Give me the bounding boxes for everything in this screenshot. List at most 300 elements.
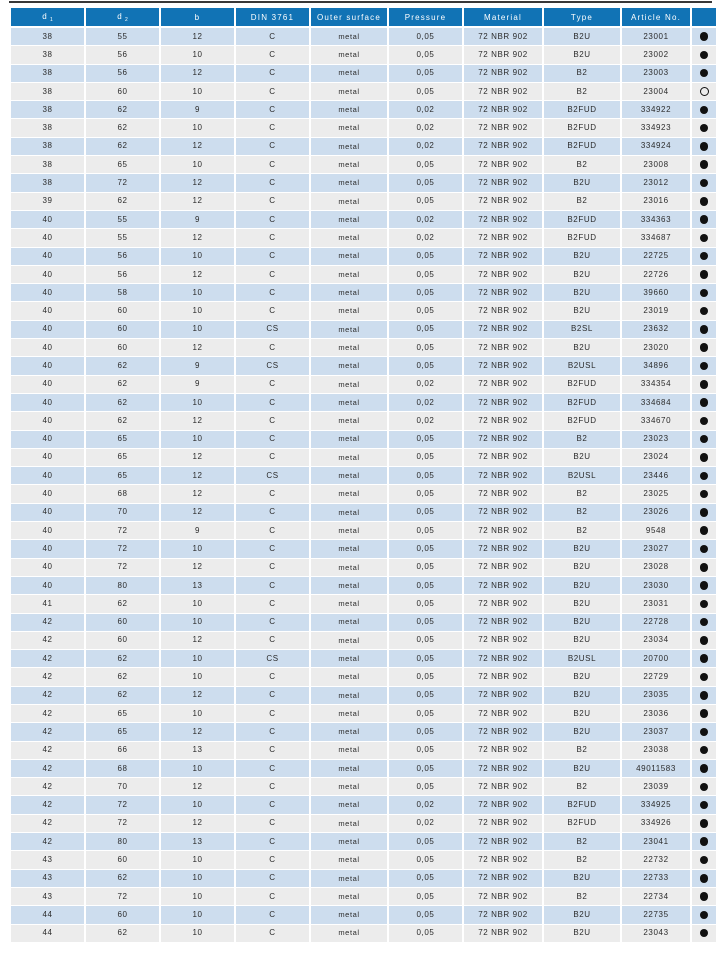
cell-b: 12: [161, 485, 236, 503]
cell-article_no: 23019: [622, 302, 692, 320]
cell-material: 72 NBR 902: [464, 357, 544, 375]
cell-pressure: 0,05: [389, 870, 464, 888]
cell-d2: 72: [86, 540, 161, 558]
cell-availability: [692, 632, 716, 650]
cell-d1: 40: [11, 449, 86, 467]
cell-availability: [692, 266, 716, 284]
cell-article_no: 23446: [622, 467, 692, 485]
cell-din: C: [236, 248, 311, 266]
availability-filled-dot-icon: [700, 179, 709, 188]
cell-availability: [692, 870, 716, 888]
cell-availability: [692, 248, 716, 266]
table-row: [11, 211, 716, 229]
cell-pressure: 0,05: [389, 925, 464, 943]
cell-d2: 65: [86, 431, 161, 449]
cell-din: C: [236, 266, 311, 284]
cell-type: B2U: [544, 46, 622, 64]
cell-material: 72 NBR 902: [464, 431, 544, 449]
cell-material: 72 NBR 902: [464, 65, 544, 83]
cell-d1: 40: [11, 394, 86, 412]
cell-d1: 43: [11, 888, 86, 906]
cell-type: B2: [544, 742, 622, 760]
cell-b: 12: [161, 339, 236, 357]
table-row: [11, 229, 716, 247]
cell-outer_surface: metal: [311, 522, 389, 540]
cell-availability: [692, 46, 716, 64]
cell-din: C: [236, 119, 311, 137]
cell-d2: 65: [86, 705, 161, 723]
cell-pressure: 0,05: [389, 559, 464, 577]
column-header-d2: [86, 8, 161, 28]
cell-d2: 62: [86, 376, 161, 394]
availability-filled-dot-icon: [700, 270, 709, 279]
cell-availability: [692, 321, 716, 339]
availability-filled-dot-icon: [700, 398, 709, 407]
cell-type: B2FUD: [544, 211, 622, 229]
cell-article_no: 23028: [622, 559, 692, 577]
cell-type: B2U: [544, 925, 622, 943]
cell-outer_surface: metal: [311, 595, 389, 613]
cell-article_no: 23002: [622, 46, 692, 64]
cell-material: 72 NBR 902: [464, 595, 544, 613]
cell-b: 10: [161, 321, 236, 339]
cell-type: B2U: [544, 632, 622, 650]
cell-outer_surface: metal: [311, 46, 389, 64]
cell-d1: 41: [11, 595, 86, 613]
cell-outer_surface: metal: [311, 65, 389, 83]
cell-article_no: 334923: [622, 119, 692, 137]
availability-filled-dot-icon: [700, 142, 709, 151]
cell-d2: 70: [86, 778, 161, 796]
cell-article_no: 23024: [622, 449, 692, 467]
cell-outer_surface: metal: [311, 211, 389, 229]
availability-filled-dot-icon: [700, 746, 709, 755]
cell-article_no: 22732: [622, 851, 692, 869]
cell-pressure: 0,05: [389, 485, 464, 503]
table-row: [11, 833, 716, 851]
cell-b: 9: [161, 357, 236, 375]
cell-article_no: 23031: [622, 595, 692, 613]
cell-article_no: 334670: [622, 412, 692, 430]
column-header-type: [544, 8, 622, 28]
cell-d2: 56: [86, 65, 161, 83]
column-header-label: Outer surface: [316, 12, 382, 22]
cell-d2: 62: [86, 595, 161, 613]
column-header-label: DIN 3761: [250, 12, 295, 22]
cell-pressure: 0,05: [389, 760, 464, 778]
cell-outer_surface: metal: [311, 138, 389, 156]
cell-material: 72 NBR 902: [464, 119, 544, 137]
cell-material: 72 NBR 902: [464, 778, 544, 796]
cell-d2: 55: [86, 28, 161, 46]
cell-article_no: 23036: [622, 705, 692, 723]
column-header-label: Pressure: [404, 12, 447, 22]
cell-type: B2FUD: [544, 119, 622, 137]
cell-pressure: 0,05: [389, 266, 464, 284]
cell-availability: [692, 833, 716, 851]
cell-d2: 56: [86, 248, 161, 266]
cell-b: 10: [161, 668, 236, 686]
cell-d1: 40: [11, 431, 86, 449]
cell-material: 72 NBR 902: [464, 138, 544, 156]
cell-d1: 42: [11, 815, 86, 833]
cell-d1: 40: [11, 357, 86, 375]
availability-filled-dot-icon: [700, 929, 709, 938]
cell-din: CS: [236, 321, 311, 339]
cell-b: 12: [161, 28, 236, 46]
cell-pressure: 0,05: [389, 449, 464, 467]
cell-material: 72 NBR 902: [464, 376, 544, 394]
cell-b: 12: [161, 815, 236, 833]
cell-din: C: [236, 156, 311, 174]
availability-filled-dot-icon: [700, 709, 709, 718]
cell-din: CS: [236, 357, 311, 375]
table-row: [11, 815, 716, 833]
cell-outer_surface: metal: [311, 870, 389, 888]
cell-pressure: 0,02: [389, 394, 464, 412]
cell-material: 72 NBR 902: [464, 632, 544, 650]
availability-filled-dot-icon: [700, 819, 709, 828]
cell-pressure: 0,05: [389, 851, 464, 869]
column-header-subscript: 1: [49, 16, 53, 23]
cell-material: 72 NBR 902: [464, 339, 544, 357]
cell-outer_surface: metal: [311, 796, 389, 814]
table-row: [11, 284, 716, 302]
cell-d2: 60: [86, 302, 161, 320]
cell-b: 9: [161, 211, 236, 229]
cell-b: 10: [161, 156, 236, 174]
availability-filled-dot-icon: [700, 636, 709, 645]
cell-pressure: 0,05: [389, 357, 464, 375]
cell-outer_surface: metal: [311, 302, 389, 320]
cell-din: C: [236, 925, 311, 943]
cell-outer_surface: metal: [311, 119, 389, 137]
cell-d1: 40: [11, 467, 86, 485]
cell-outer_surface: metal: [311, 339, 389, 357]
cell-d1: 42: [11, 668, 86, 686]
cell-type: B2FUD: [544, 412, 622, 430]
column-header-pressure: [389, 8, 464, 28]
cell-d2: 80: [86, 577, 161, 595]
cell-din: CS: [236, 467, 311, 485]
availability-filled-dot-icon: [700, 380, 709, 389]
cell-d2: 65: [86, 467, 161, 485]
availability-filled-dot-icon: [700, 32, 709, 41]
cell-material: 72 NBR 902: [464, 156, 544, 174]
column-header-outer_surface: [311, 8, 389, 28]
cell-availability: [692, 101, 716, 119]
cell-b: 13: [161, 742, 236, 760]
cell-pressure: 0,05: [389, 687, 464, 705]
cell-article_no: 334922: [622, 101, 692, 119]
cell-d2: 72: [86, 888, 161, 906]
cell-d2: 62: [86, 925, 161, 943]
cell-article_no: 34896: [622, 357, 692, 375]
cell-article_no: 22735: [622, 906, 692, 924]
cell-material: 72 NBR 902: [464, 302, 544, 320]
cell-din: C: [236, 412, 311, 430]
cell-outer_surface: metal: [311, 723, 389, 741]
cell-outer_surface: metal: [311, 540, 389, 558]
cell-d2: 62: [86, 193, 161, 211]
cell-article_no: 334363: [622, 211, 692, 229]
cell-material: 72 NBR 902: [464, 485, 544, 503]
availability-filled-dot-icon: [700, 160, 709, 169]
cell-pressure: 0,02: [389, 211, 464, 229]
availability-filled-dot-icon: [700, 106, 709, 115]
cell-article_no: 23008: [622, 156, 692, 174]
cell-d1: 40: [11, 412, 86, 430]
cell-din: C: [236, 815, 311, 833]
cell-b: 10: [161, 540, 236, 558]
cell-d1: 42: [11, 833, 86, 851]
cell-din: C: [236, 723, 311, 741]
cell-article_no: 39660: [622, 284, 692, 302]
availability-filled-dot-icon: [700, 252, 709, 261]
cell-material: 72 NBR 902: [464, 851, 544, 869]
cell-din: C: [236, 431, 311, 449]
cell-d1: 38: [11, 28, 86, 46]
cell-material: 72 NBR 902: [464, 888, 544, 906]
table-row: [11, 248, 716, 266]
availability-filled-dot-icon: [700, 51, 709, 60]
cell-material: 72 NBR 902: [464, 540, 544, 558]
cell-b: 12: [161, 266, 236, 284]
cell-material: 72 NBR 902: [464, 83, 544, 101]
cell-type: B2FUD: [544, 101, 622, 119]
cell-availability: [692, 156, 716, 174]
cell-d1: 40: [11, 559, 86, 577]
cell-material: 72 NBR 902: [464, 925, 544, 943]
cell-type: B2U: [544, 687, 622, 705]
cell-din: C: [236, 394, 311, 412]
cell-availability: [692, 65, 716, 83]
cell-availability: [692, 138, 716, 156]
cell-d1: 42: [11, 742, 86, 760]
cell-pressure: 0,02: [389, 412, 464, 430]
cell-d1: 42: [11, 650, 86, 668]
cell-type: B2FUD: [544, 796, 622, 814]
cell-pressure: 0,05: [389, 705, 464, 723]
table-row: [11, 614, 716, 632]
cell-availability: [692, 723, 716, 741]
cell-article_no: 334684: [622, 394, 692, 412]
cell-article_no: 23039: [622, 778, 692, 796]
cell-article_no: 22733: [622, 870, 692, 888]
cell-pressure: 0,05: [389, 46, 464, 64]
cell-type: B2U: [544, 614, 622, 632]
cell-b: 12: [161, 412, 236, 430]
cell-type: B2USL: [544, 467, 622, 485]
cell-type: B2FUD: [544, 229, 622, 247]
cell-din: C: [236, 888, 311, 906]
cell-d2: 62: [86, 687, 161, 705]
cell-availability: [692, 211, 716, 229]
cell-outer_surface: metal: [311, 851, 389, 869]
cell-type: B2U: [544, 339, 622, 357]
cell-b: 9: [161, 522, 236, 540]
cell-d2: 60: [86, 851, 161, 869]
cell-article_no: 23023: [622, 431, 692, 449]
column-header-label: b: [194, 12, 201, 22]
cell-b: 10: [161, 851, 236, 869]
cell-outer_surface: metal: [311, 83, 389, 101]
cell-din: C: [236, 83, 311, 101]
cell-type: B2: [544, 778, 622, 796]
cell-type: B2: [544, 522, 622, 540]
cell-outer_surface: metal: [311, 229, 389, 247]
availability-filled-dot-icon: [700, 764, 709, 773]
availability-filled-dot-icon: [700, 508, 709, 517]
availability-filled-dot-icon: [700, 289, 709, 298]
cell-d1: 40: [11, 504, 86, 522]
cell-material: 72 NBR 902: [464, 815, 544, 833]
cell-outer_surface: metal: [311, 449, 389, 467]
cell-din: C: [236, 229, 311, 247]
table-row: [11, 870, 716, 888]
cell-din: C: [236, 614, 311, 632]
cell-outer_surface: metal: [311, 760, 389, 778]
cell-outer_surface: metal: [311, 888, 389, 906]
cell-b: 12: [161, 174, 236, 192]
cell-outer_surface: metal: [311, 431, 389, 449]
availability-filled-dot-icon: [700, 581, 709, 590]
availability-filled-dot-icon: [700, 215, 709, 224]
cell-d1: 40: [11, 211, 86, 229]
cell-d1: 40: [11, 266, 86, 284]
cell-d2: 55: [86, 211, 161, 229]
cell-b: 12: [161, 449, 236, 467]
table-row: [11, 705, 716, 723]
cell-pressure: 0,05: [389, 522, 464, 540]
cell-type: B2USL: [544, 650, 622, 668]
cell-availability: [692, 412, 716, 430]
availability-filled-dot-icon: [700, 801, 709, 810]
cell-din: C: [236, 28, 311, 46]
cell-availability: [692, 577, 716, 595]
table-row: [11, 376, 716, 394]
cell-b: 13: [161, 833, 236, 851]
cell-material: 72 NBR 902: [464, 723, 544, 741]
cell-article_no: 23003: [622, 65, 692, 83]
cell-din: C: [236, 577, 311, 595]
cell-d1: 39: [11, 193, 86, 211]
cell-d2: 60: [86, 339, 161, 357]
cell-type: B2: [544, 431, 622, 449]
column-header-label: Type: [570, 12, 594, 22]
cell-material: 72 NBR 902: [464, 870, 544, 888]
cell-type: B2U: [544, 906, 622, 924]
cell-type: B2FUD: [544, 138, 622, 156]
cell-material: 72 NBR 902: [464, 193, 544, 211]
cell-outer_surface: metal: [311, 266, 389, 284]
table-row: [11, 156, 716, 174]
table-row: [11, 321, 716, 339]
cell-article_no: 23632: [622, 321, 692, 339]
cell-material: 72 NBR 902: [464, 760, 544, 778]
cell-d2: 62: [86, 668, 161, 686]
cell-material: 72 NBR 902: [464, 504, 544, 522]
cell-pressure: 0,02: [389, 229, 464, 247]
table-row: [11, 687, 716, 705]
cell-availability: [692, 778, 716, 796]
table-row: [11, 467, 716, 485]
cell-article_no: 22729: [622, 668, 692, 686]
table-row: [11, 778, 716, 796]
table-row: [11, 577, 716, 595]
column-header-availability: [692, 8, 716, 28]
cell-type: B2U: [544, 449, 622, 467]
cell-din: C: [236, 687, 311, 705]
cell-pressure: 0,05: [389, 83, 464, 101]
cell-pressure: 0,05: [389, 431, 464, 449]
cell-b: 10: [161, 614, 236, 632]
cell-outer_surface: metal: [311, 650, 389, 668]
cell-d1: 38: [11, 119, 86, 137]
cell-availability: [692, 595, 716, 613]
cell-d1: 40: [11, 229, 86, 247]
availability-filled-dot-icon: [700, 673, 709, 682]
cell-material: 72 NBR 902: [464, 796, 544, 814]
cell-material: 72 NBR 902: [464, 559, 544, 577]
cell-din: C: [236, 742, 311, 760]
cell-material: 72 NBR 902: [464, 394, 544, 412]
cell-article_no: 334354: [622, 376, 692, 394]
cell-pressure: 0,05: [389, 833, 464, 851]
cell-b: 12: [161, 193, 236, 211]
column-header-d1: [11, 8, 86, 28]
availability-filled-dot-icon: [700, 783, 709, 792]
availability-filled-dot-icon: [700, 874, 709, 883]
cell-d1: 38: [11, 83, 86, 101]
cell-din: C: [236, 101, 311, 119]
cell-b: 10: [161, 46, 236, 64]
cell-type: B2U: [544, 540, 622, 558]
cell-din: C: [236, 485, 311, 503]
cell-b: 12: [161, 138, 236, 156]
cell-material: 72 NBR 902: [464, 211, 544, 229]
cell-availability: [692, 302, 716, 320]
cell-outer_surface: metal: [311, 485, 389, 503]
cell-din: C: [236, 65, 311, 83]
cell-availability: [692, 119, 716, 137]
cell-article_no: 23026: [622, 504, 692, 522]
cell-b: 13: [161, 577, 236, 595]
availability-filled-dot-icon: [700, 563, 709, 572]
availability-filled-dot-icon: [700, 526, 709, 535]
cell-d2: 62: [86, 394, 161, 412]
cell-d2: 72: [86, 815, 161, 833]
cell-availability: [692, 559, 716, 577]
cell-material: 72 NBR 902: [464, 833, 544, 851]
cell-article_no: 23025: [622, 485, 692, 503]
availability-filled-dot-icon: [700, 325, 709, 334]
cell-pressure: 0,02: [389, 101, 464, 119]
cell-article_no: 23034: [622, 632, 692, 650]
availability-filled-dot-icon: [700, 545, 709, 554]
cell-d1: 40: [11, 302, 86, 320]
cell-d2: 62: [86, 412, 161, 430]
cell-d2: 66: [86, 742, 161, 760]
cell-outer_surface: metal: [311, 687, 389, 705]
cell-article_no: 23041: [622, 833, 692, 851]
cell-b: 12: [161, 632, 236, 650]
cell-din: C: [236, 174, 311, 192]
column-header-b: [161, 8, 236, 28]
cell-d2: 62: [86, 101, 161, 119]
table-row: [11, 65, 716, 83]
cell-d1: 42: [11, 614, 86, 632]
